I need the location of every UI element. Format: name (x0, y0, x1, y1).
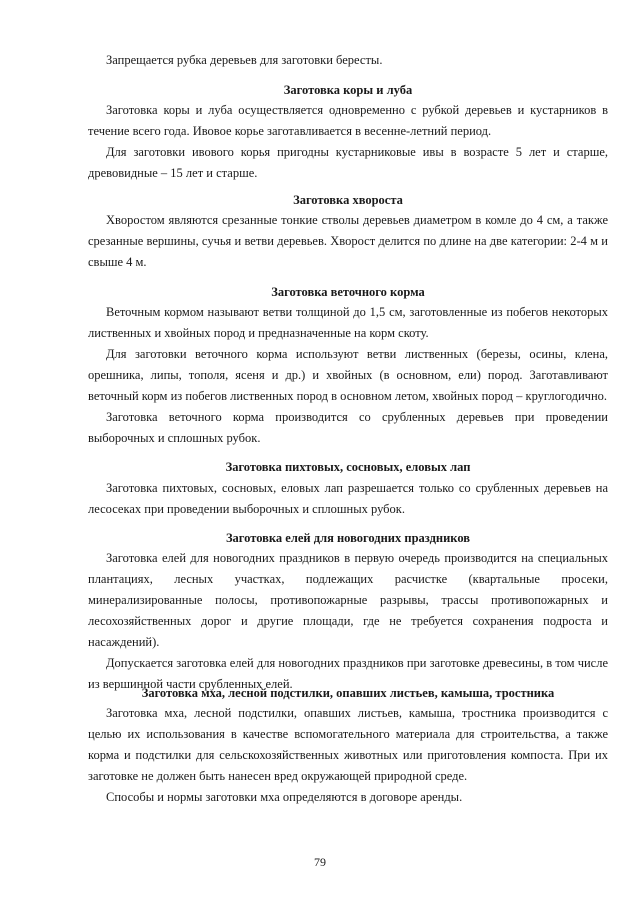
paragraph: Заготовка пихтовых, сосновых, еловых лап разрешается только со срубленных деревьев на лесосеках при проведении выборочных и сплошных рубок. (88, 481, 608, 516)
section-body-moss (88, 703, 608, 808)
intro-paragraph (88, 50, 608, 71)
paragraph: Запрещается рубка деревьев для заготовки бересты. (106, 53, 383, 67)
section-body-christmas-trees (88, 548, 608, 695)
paragraph: Заготовка елей для новогодних праздников в первую очередь производится на специальных плантациях, лесных участках, подлежащих расчистке (квартальные просеки, минерализированные полосы, противопожарные разрывы, трассы противопожарных и лесохозяйственных дорог и другие площади, где не требуется сохранения подроста и насаждений). (88, 551, 608, 649)
paragraph: Заготовка веточного корма производится со срубленных деревьев при проведении выборочных и сплошных рубок. (88, 410, 608, 445)
section-heading-brushwood: Заготовка хвороста (293, 193, 403, 207)
paragraph: Допускается заготовка елей для новогодних праздников при заготовке древесины, в том числе из вершинной части срубленных елей. (88, 656, 608, 691)
section-body-brushwood (88, 210, 608, 273)
section-heading-twig-fodder: Заготовка веточного корма (271, 285, 425, 299)
section-body-branches (88, 478, 608, 520)
section-heading-bark: Заготовка коры и луба (283, 83, 413, 97)
section-body-twig-fodder (88, 302, 608, 449)
paragraph: Хворостом являются срезанные тонкие стволы деревьев диаметром в комле до 4 см, а также срезанные вершины, сучья и ветви деревьев. Хворост делится по длине на две категории: 2-4 м и свыше 4 м. (88, 213, 608, 269)
section-heading-branches: Заготовка пихтовых, сосновых, еловых лап (225, 460, 471, 474)
page-number: 79 (314, 855, 326, 869)
section-heading-christmas-trees: Заготовка елей для новогодних праздников (225, 531, 471, 545)
paragraph: Заготовка коры и луба осуществляется одновременно с рубкой деревьев и кустарников в течение всего года. Ивовое корье заготавливается в весенне-летний период. (88, 103, 608, 138)
paragraph: Для заготовки веточного корма используют ветви лиственных (березы, осины, клена, орешника, липы, тополя, ясеня и др.) и хвойных (в основном, ели) пород. Заготавливают веточный корм из побегов лиственных пород в основном летом, хвойных пород – круглогодично. (88, 347, 608, 403)
section-body-bark (88, 100, 608, 184)
paragraph: Для заготовки ивового корья пригодны кустарниковые ивы в возрасте 5 лет и старше, древовидные – 15 лет и старше. (88, 145, 608, 180)
paragraph: Способы и нормы заготовки мха определяются в договоре аренды. (106, 790, 463, 804)
paragraph: Веточным кормом называют ветви толщиной до 1,5 см, заготовленные из побегов некоторых лиственных и хвойных пород и предназначенные на корм скоту. (88, 305, 608, 340)
paragraph: Заготовка мха, лесной подстилки, опавших листьев, камыша, тростника производится с целью их использования в качестве вспомогательного материала для строительства, а также корма и подстилки для сельскохозяйственных животных или приготовления компоста. При их заготовке не должен быть нанесен вред окружающей природной среде. (88, 706, 608, 783)
section-heading-moss: Заготовка мха, лесной подстилки, опавших листьев, камыша, тростника (141, 686, 555, 700)
